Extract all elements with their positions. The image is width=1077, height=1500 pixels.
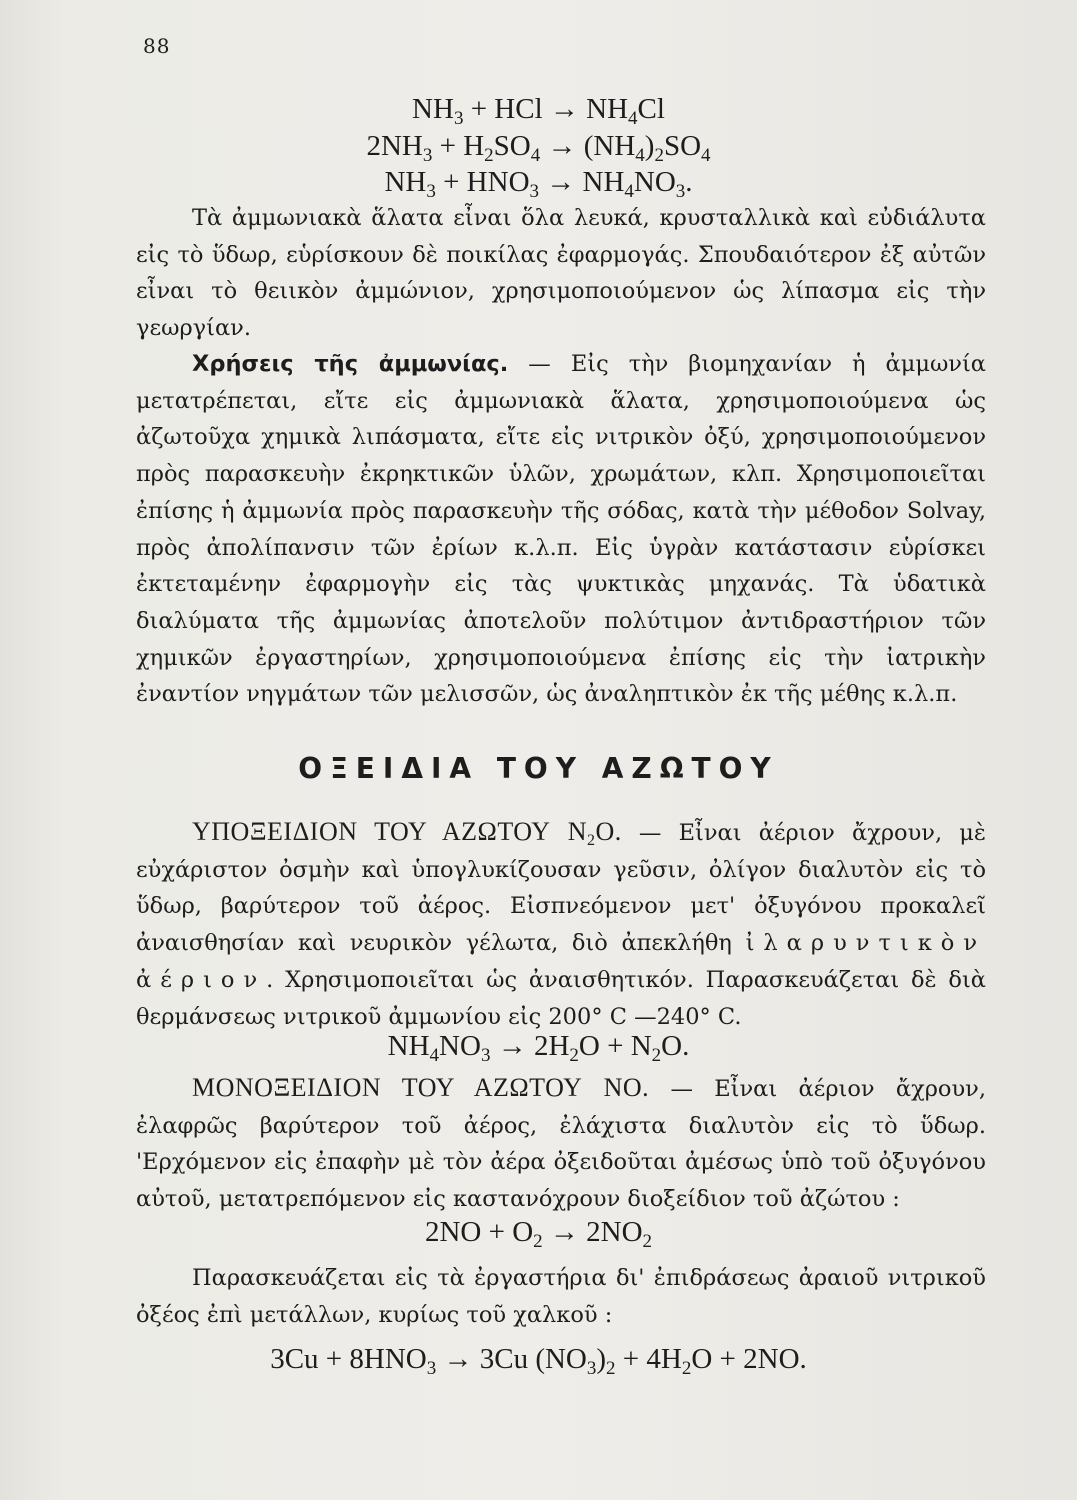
equation-nh3-hno3: $NH_3 + HNO_3 \to NH_4NO_3$. — [384, 166, 693, 202]
equation-nh3-hcl: $NH_3$ + HCl → $NH_4Cl$ — [412, 93, 665, 129]
page-number: 88 — [143, 34, 171, 58]
equation-nh4no3: $NH_4NO_3 \to 2H_2O + N_2O$. — [387, 1030, 690, 1066]
paragraph-preparation: Παρασκευάζεται εἰς τὰ ἐργαστήρια δι' ἐπιδράσεως ἀραιοῦ νιτρικοῦ ὀξέος ἐπὶ μετάλλων, κυρίως τοῦ χαλκοῦ : — [136, 1265, 986, 1328]
section-heading: ΟΞΕΙΔΙΑ ΤΟΥ ΑΖΩΤΟΥ — [298, 752, 779, 785]
paragraph-no: ΜΟΝΟΞΕΙΔΙΟΝ ΤΟΥ ΑΖΩΤΟΥ NO. — Εἶναι ἀέριον ἄχρουν, ἐλαφρῶς βαρύτερον τοῦ ἀέρος, ἐλάχιστα διαλυτὸν εἰς τὸ ὕδωρ. 'Ερχόμενον εἰς ἐπαφὴν μὲ τὸν ἀέρα ὀξειδοῦται ἀμέσως ὑπὸ τοῦ ὀξυγόνου αὐτοῦ, μετατρεπόμενον εἰς καστανόχρουν διοξείδιον τοῦ ἀζώτου : — [136, 1073, 986, 1213]
uses-body: — Εἰς τὴν βιομηχανίαν ἡ ἀμμωνία μετατρέπεται, εἴτε εἰς ἀμμωνιακὰ ἅλατα, χρησιμοποιούμενα ὡς ἀζωτοῦχα χημικὰ λιπάσματα, εἴτε εἰς νιτρικὸν ὀξύ, χρησιμοποιούμενον πρὸς παρασκευὴν ἐκρηκτικῶν ὑλῶν, χρωμάτων, κλπ. Χρησιμοποιεῖται ἐπίσης ἡ ἀμμωνία πρὸς παρασκευὴν τῆς σόδας, κατὰ τὴν μέθοδον Solvay, πρὸς ἀπολίπανσιν τῶν ἐρίων κ.λ.π. Εἰς ὑγρὰν κατάστασιν εὑρίσκει ἐκτεταμένην ἐφαρμογὴν εἰς τὰς ψυκτικὰς μηχανάς. Τὰ ὑδατικὰ διαλύματα τῆς ἀμμωνίας ἀποτελοῦν πολύτιμον ἀντιδραστήριον τῶν χημικῶν ἐργαστηρίων, χρησιμοποιούμενα ἐπίσης εἰς τὴν ἰατρικὴν ἐναντίον νηγμάτων τῶν μελισσῶν, ὡς ἀναληπτικὸν ἐκ τῆς μέθης κ.λ.π. — [136, 351, 986, 708]
no-title: ΜΟΝΟΞΕΙΔΙΟΝ ΤΟΥ ΑΖΩΤΟΥ — [192, 1073, 583, 1102]
no-formula: NO. — [603, 1073, 650, 1102]
n2o-title: ΥΠΟΞΕΙΔΙΟΝ ΤΟΥ ΑΖΩΤΟΥ — [192, 817, 551, 846]
equation-no-o2: $2NO + O_2 \to 2NO_2$ — [424, 1216, 653, 1252]
n2o-formula: $N_2O$. — [567, 817, 622, 849]
paragraph-ammonium-salts: Τὰ ἀμμωνιακὰ ἅλατα εἶναι ὅλα λευκά, κρυσταλλικὰ καὶ εὐδιάλυτα εἰς τὸ ὕδωρ, εὑρίσκουν δὲ ποικίλας ἐφαρμογάς. Σπουδαιότερον ἐξ αὐτῶν εἶναι τὸ θειικὸν ἀμμώνιον, χρησιμοποιούμενον ὡς λίπασμα εἰς τὴν γεωργίαν. — [136, 205, 986, 342]
paragraph-ammonia-uses — [136, 346, 986, 713]
uses-title: Χρήσεις τῆς ἀμμωνίας. — [192, 351, 509, 377]
equation-cu-hno3: $3Cu + 8HNO_3 \to 3Cu$ $(NO_3)_2 + 4H_2O + 2NO$. — [270, 1343, 807, 1379]
equation-nh3-h2so4: $2NH_3 + H_2SO_4 \to (NH_4)_2SO_4$ — [366, 130, 711, 166]
laughing-gas-term: ἰλαρυντικὸν ἀέριον — [136, 930, 986, 993]
paragraph-n2o: ΥΠΟΞΕΙΔΙΟΝ ΤΟΥ ΑΖΩΤΟΥ $N_2O$. — Εἶναι ἀέριον ἄχρουν, μὲ εὐχάριστον ὀσμὴν καὶ ὑπογλυκίζουσαν γεῦσιν, ὀλίγον διαλυτὸν εἰς τὸ ὕδωρ, βαρύτερον τοῦ ἀέρος. Εἰσπνεόμενον μετ' ὀξυγόνου προκαλεῖ ἀναισθησίαν καὶ νευρικὸν γέλωτα, διὸ ἀπεκλήθη ἰλαρυντικὸν ἀέριον. Χρησιμοποιεῖται ὡς ἀναισθητικόν. Παρασκευάζεται δὲ διὰ θερμάνσεως νιτρικοῦ ἀμμωνίου εἰς 200° C —240° C. — [136, 817, 986, 1030]
